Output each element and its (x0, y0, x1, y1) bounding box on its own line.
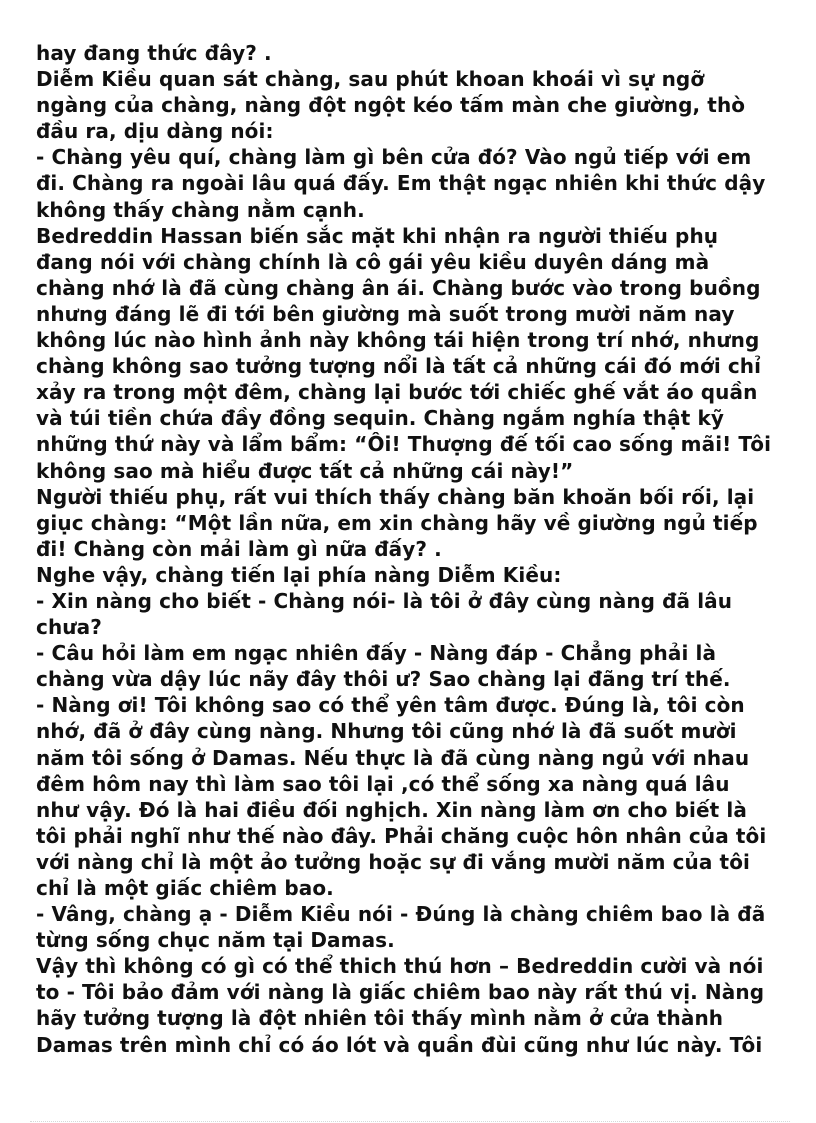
text-line: và túi tiền chứa đầy đồng sequin. Chàng ngắm nghía thật kỹ (36, 406, 724, 431)
page-bottom-divider (30, 1121, 790, 1122)
text-line: đi. Chàng ra ngoài lâu quá đấy. Em thật ngạc nhiên khi thức dậy (36, 171, 766, 196)
text-line: - Nàng ơi! Tôi không sao có thể yên tâm được. Đúng là, tôi còn (36, 693, 745, 718)
document-page (36, 40, 796, 1058)
text-line: - Câu hỏi làm em ngạc nhiên đấy - Nàng đáp - Chẳng phải là (36, 641, 717, 666)
text-line: đêm hôm nay thì làm sao tôi lại ,có thể sống xa nàng quá lâu (36, 771, 730, 796)
text-line: đang nói với chàng chính là cô gái yêu kiều duyên dáng mà (36, 249, 710, 274)
text-line: ngàng của chàng, nàng đột ngột kéo tấm màn che giường, thò (36, 93, 746, 118)
text-line: Người thiếu phụ, rất vui thích thấy chàng băn khoăn bối rối, lại (36, 484, 755, 509)
text-line: chàng nhớ là đã cùng chàng ân ái. Chàng bước vào trong buồng (36, 275, 761, 300)
text-line: hay đang thức đây? . (36, 41, 272, 65)
text-line: với nàng chỉ là một ảo tưởng hoặc sự đi vắng mười năm của tôi (36, 849, 750, 874)
text-line: xảy ra trong một đêm, chàng lại bước tới chiếc ghế vắt áo quần (36, 380, 758, 405)
text-line: không sao mà hiểu được tất cả những cái này!” (36, 458, 574, 483)
text-line: đầu ra, dịu dàng nói: (36, 119, 274, 144)
text-line: - Xin nàng cho biết - Chàng nói- là tôi ở đây cùng nàng đã lâu (36, 588, 733, 613)
text-line: những thứ này và lẩm bẩm: “Ôi! Thượng đế tối cao sống mãi! Tôi (36, 432, 772, 457)
text-line: nhưng đáng lẽ đi tới bên giường mà suốt trong mười năm nay (36, 301, 735, 326)
text-line: năm tôi sống ở Damas. Nếu thực là đã cùng nàng ngủ với nhau (36, 745, 750, 770)
text-line: - Chàng yêu quí, chàng làm gì bên cửa đó? Vào ngủ tiếp với em (36, 145, 752, 170)
text-line: chàng không sao tưởng tượng nổi là tất cả những cái đó mới chỉ (36, 354, 762, 379)
text-line: không lúc nào hình ảnh này không tái hiện trong trí nhớ, nhưng (36, 328, 760, 353)
text-line: đi! Chàng còn mải làm gì nữa đấy? . (36, 536, 442, 561)
text-line: giục chàng: “Một lần nữa, em xin chàng hãy về giường ngủ tiếp (36, 510, 758, 535)
text-line: - Vâng, chàng ạ - Diễm Kiều nói - Đúng là chàng chiêm bao là đã (36, 902, 766, 927)
text-line: Vậy thì không có gì có thể thich thú hơn – Bedreddin cười và nói (36, 954, 764, 979)
text-line: hãy tưởng tượng là đột nhiên tôi thấy mình nằm ở cửa thành (36, 1006, 724, 1031)
text-line: tôi phải nghĩ như thế nào đây. Phải chăng cuộc hôn nhân của tôi (36, 823, 767, 848)
text-line: Diễm Kiều quan sát chàng, sau phút khoan khoái vì sự ngỡ (36, 67, 705, 92)
text-line: Bedreddin Hassan biến sắc mặt khi nhận ra người thiếu phụ (36, 223, 719, 248)
text-line: từng sống chục năm tại Damas. (36, 928, 395, 953)
text-line: chỉ là một giấc chiêm bao. (36, 876, 334, 900)
text-line: to - Tôi bảo đảm với nàng là giấc chiêm bao này rất thú vị. Nàng (36, 980, 765, 1005)
text-line: không thấy chàng nằm cạnh. (36, 197, 365, 222)
text-line: chàng vừa dậy lúc nãy đây thôi ư? Sao chàng lại đãng trí thế. (36, 667, 731, 692)
text-line: Damas trên mình chỉ có áo lót và quần đùi cũng như lúc này. Tôi (36, 1032, 763, 1057)
text-line: nhớ, đã ở đây cùng nàng. Nhưng tôi cũng nhớ là đã suốt mười (36, 719, 737, 744)
text-line: như vậy. Đó là hai điều đối nghịch. Xin nàng làm ơn cho biết là (36, 797, 747, 822)
text-line: Nghe vậy, chàng tiến lại phía nàng Diễm Kiều: (36, 562, 562, 587)
text-line: chưa? (36, 615, 102, 640)
